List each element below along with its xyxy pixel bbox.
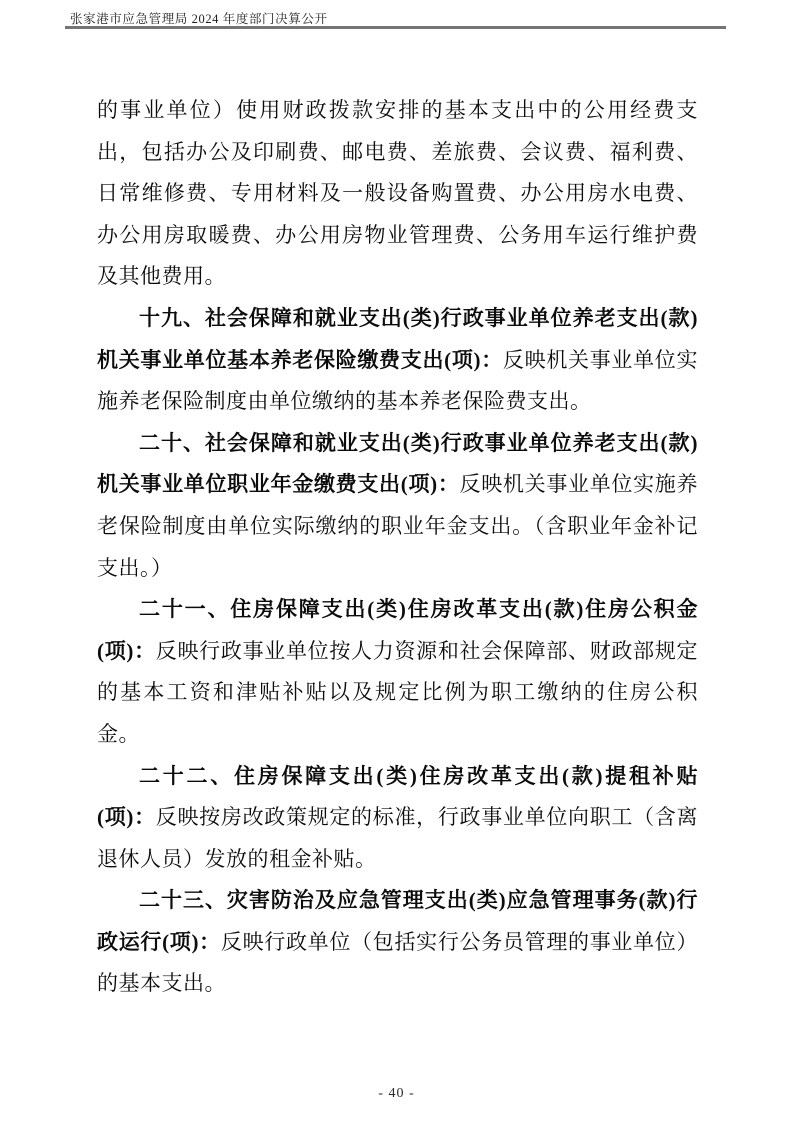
- paragraph-heading: 十九、社会保障和就业支出(类)行政事业单位养老支出(款)机关事业单位基本养老保险缴费支出(项)：: [97, 305, 698, 372]
- paragraph: [97, 423, 698, 589]
- paragraph-text: 反映机关事业单位实施养老保险制度由单位实际缴纳的职业年金支出。（含职业年金补记支出。）: [97, 472, 698, 580]
- document-body: [97, 90, 698, 1005]
- paragraph-text: 的事业单位）使用财政拨款安排的基本支出中的公用经费支出，包括办公及印刷费、邮电费、差旅费、会议费、福利费、日常维修费、专用材料及一般设备购置费、办公用房水电费、办公用房取暖费、办公用房物业管理费、公务用车运行维护费及其他费用。: [97, 98, 698, 289]
- paragraph: [97, 756, 698, 881]
- paragraph: [97, 880, 698, 1005]
- paragraph-text: 反映机关事业单位实施养老保险制度由单位缴纳的基本养老保险费支出。: [97, 347, 698, 414]
- paragraph-heading: 二十三、灾害防治及应急管理支出(类)应急管理事务(款)行政运行(项)：: [97, 888, 698, 954]
- page-number: - 40 -: [378, 1086, 415, 1101]
- header-rule: [65, 26, 726, 29]
- paragraph-heading: 二十一、住房保障支出(类)住房改革支出(款)住房公积金(项)：: [97, 597, 698, 663]
- paragraph-text: 反映按房改政策规定的标准，行政事业单位向职工（含离退休人员）发放的租金补贴。: [97, 805, 698, 871]
- header-title: 张家港市应急管理局 2024 年度部门决算公开: [70, 12, 328, 26]
- paragraph-heading: 二十二、住房保障支出(类)住房改革支出(款)提租补贴(项)：: [97, 763, 698, 830]
- paragraph: [97, 90, 698, 298]
- paragraph-text: 反映行政单位（包括实行公务员管理的事业单位）的基本支出。: [97, 929, 698, 996]
- paragraph-text: 反映行政事业单位按人力资源和社会保障部、财政部规定的基本工资和津贴补贴以及规定比例为职工缴纳的住房公积金。: [97, 638, 698, 746]
- paragraph: [97, 298, 698, 423]
- page-footer: [0, 1086, 793, 1102]
- paragraph-heading: 二十、社会保障和就业支出(类)行政事业单位养老支出(款)机关事业单位职业年金缴费支出(项)：: [97, 430, 698, 497]
- paragraph: [97, 589, 698, 755]
